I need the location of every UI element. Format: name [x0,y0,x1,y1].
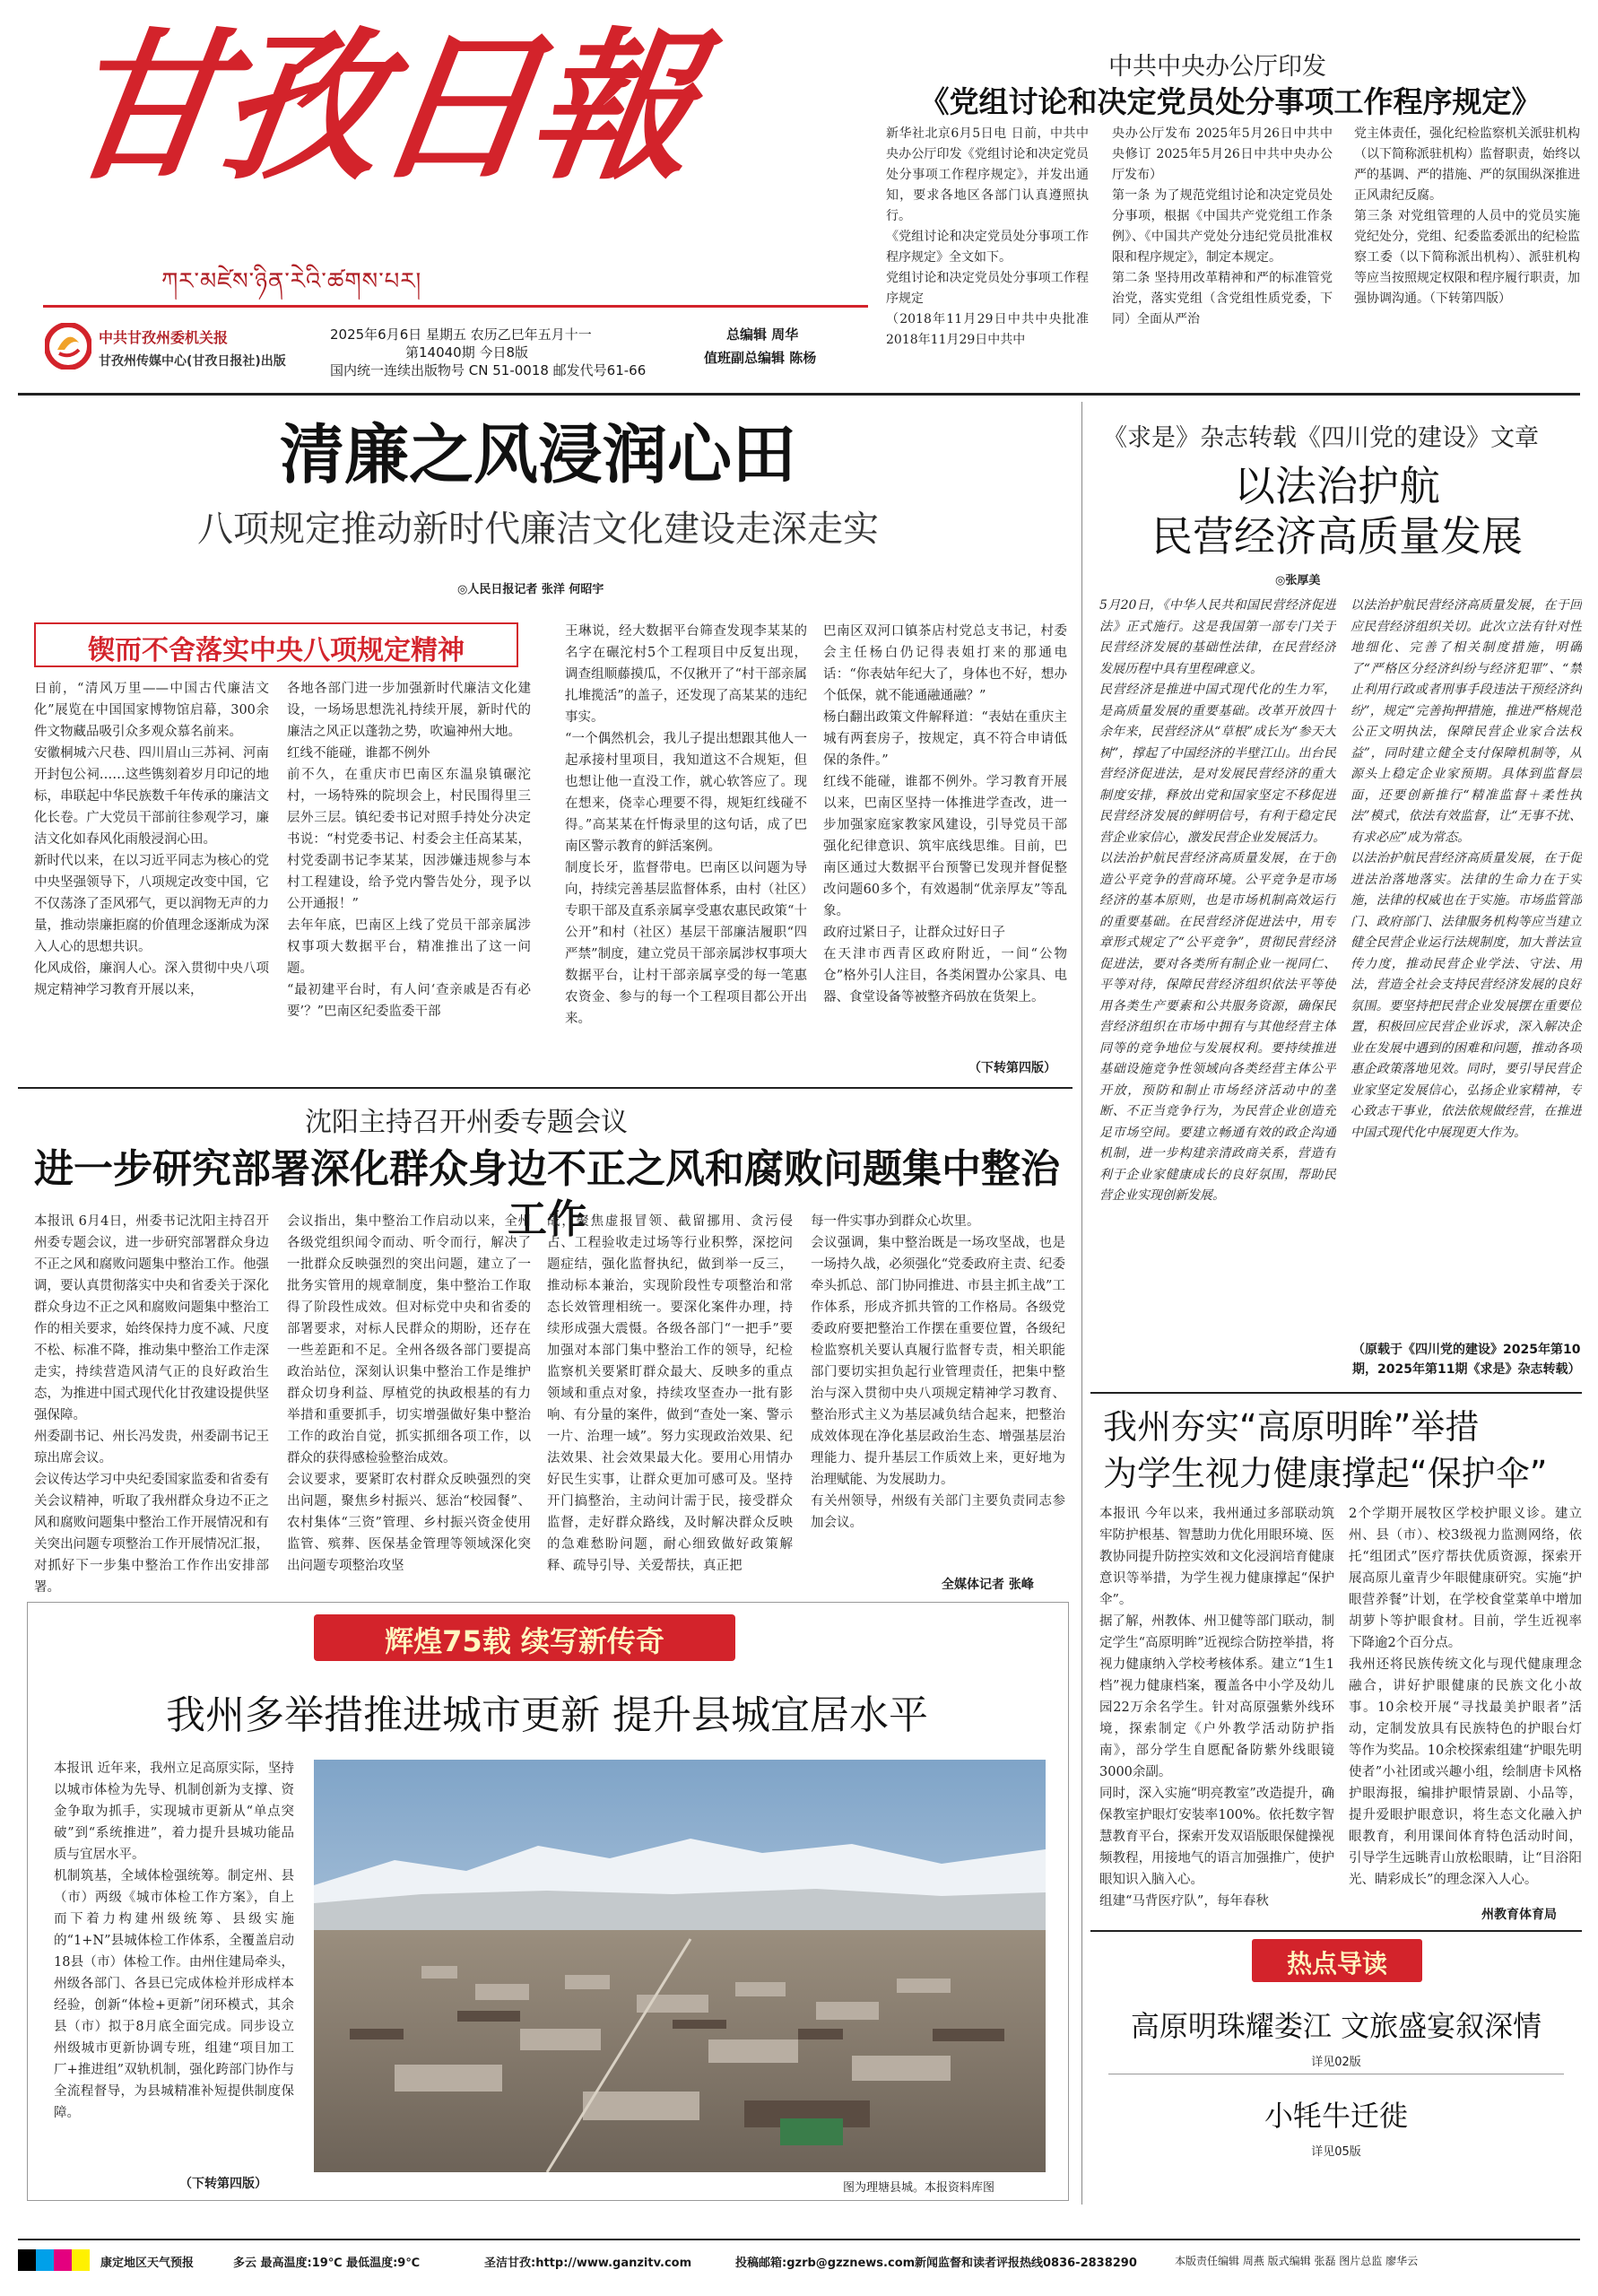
footer-hotline: 新闻监督和读者评报热线0836-2838290 [915,2257,1137,2270]
weather-label: 康定地区天气预报 [100,2257,195,2270]
conference-col4: 每一件实事办到群众心坎里。 会议强调，集中整治既是一场攻坚战，也是一场持久战，必须强化“党委政府主责、纪委牵头抓总、部门协同推进、市县主抓主战”工作体系，形成齐抓共管的工作格局。各级党委政府要把整治工作摆在重要位置，各级纪检监察机关要认真履行监督专责，相关职能部门要切实担负起行业管理责任，把集中整治与深入贯彻中央八项规定精神学习教育、整治形式主义为基层减负结合起来，把整治成效体现在净化基层政治生态、增强基层治理能力、提升基层工作质效上来，更好地为治理赋能、为发展助力。 有关州领导，州级有关部门主要负责同志参加会议。 [811,1214,1065,1530]
right-column-divider [1081,402,1082,2205]
vision-col1: 本报讯 今年以来，我州通过多部联动筑牢防护根基、智慧助力优化用眼环境、医教协同提升防控实效和文化浸润培育健康意识等举措，为学生视力健康撑起“保护伞”。 据了解，州教体、州卫健等部门联动，制定学生“高原明眸”近视综合防控举措，将视力健康纳入学校考核体系。建立“1生1档”视力健康档案，覆盖各中小学及幼儿园22万余名学生。针对高原强紫外线环境，探索制定《户外教学活动防护指南》，部分学生自愿配备防紫外线眼镜3000余副。 同时，深入实施“明亮教室”改造提升，确保教室护眼灯安装率100%。依托数字智慧教育平台，探索开发双语版眼保健操视频教程，用接地气的语言加强推广，使护眼知识入脑入心。 组建“马背医疗队”，每年春秋 [1099,1507,1334,1909]
footer-rule [18,2239,1580,2240]
publisher-logo [45,323,91,370]
tibetan-title: ཀར་མཛེས་ཉིན་རེའི་ཚགས་པར། [161,268,422,295]
footer-site[interactable]: 圣洁甘孜:http://www.ganzitv.com [484,2257,692,2270]
pub-date: 2025年6月6日 星期五 农历乙巳年五月十一 [330,326,592,343]
hot-topics [1090,1939,1582,2205]
vision-author: 州教育体育局 [1481,1908,1557,1922]
anniversary-text: 本报讯 近年来，我州立足高原实际，坚持以城市体检为先导、机制创新为支撑、资金争取为抓手，实现城市更新从“单点突破”到“系统推进”，着力提升县城功能品质与宜居水平。 机制筑基，全域体检强统筹。制定州、县（市）两级《城市体检工作方案》，自上而下着力构建州级统筹、县级实施的“1+N”县城体检工作体系，全覆盖启动18县（市）体检工作。由州住建局牵头，州级各部门、各县已完成体检并形成样本经验，创新“体检+更新”闭环模式，其余县（市）拟于8月底全面完成。同步设立州级城市更新协调专班，组建“项目加工厂+推进组”双轨机制，强化跨部门协作与全流程督导，为县城精准补短提供制度保障。 [54,1761,294,2120]
top-story-title: 《党组讨论和决定党员处分事项工作程序规定》 [919,84,1542,119]
color-bar [18,2249,90,2271]
masthead [18,13,915,413]
newspaper-title: 甘孜日報 [51,13,702,202]
lead-byline: ◎人民日报记者 张洋 何昭宇 [457,583,604,596]
right-divider-2 [1090,1930,1582,1932]
conference-title: 进一步研究部署深化群众身边不正之风和腐败问题集中整治工作 [34,1146,1060,1242]
cn-number: 国内统一连续出版物号 CN 51-0018 邮发代号61-66 [330,362,647,378]
right-divider-1 [1090,1392,1582,1394]
footer [18,2246,1580,2278]
lead-subtitle: 八项规定推动新时代廉洁文化建设走深走实 [197,509,879,550]
right-article-kicker: 《求是》杂志转载《四川党的建设》文章 [1103,424,1539,452]
right-article-title1: 以法治护航 [1234,462,1440,510]
right-article-source: （原载于《四川党的建设》2025年第10期，2025年第11期《求是》杂志转载） [1352,1343,1581,1377]
right-article-col2: 以法治护航民营经济高质量发展，在于回应民营经济组织关切。此次立法有针对性地细化、完善了相关制度措施，明确了“严格区分经济纠纷与经济犯罪”、“禁止利用行政或者刑事手段违法干预经济纠纷”，规定“完善拘押措施，推进严格规范公正文明执法，保障民营企业家合法权益”，同时建立健全支付保障机制等，从源头上稳定企业家预期。具体到监督层面，还要创新推行“精准监督＋柔性执法”模式，依法有效监督，让“无事不扰、有求必应”成为常态。 以法治护航民营经济高质量发展，在于促进法治落地落实。法律的生命力在于实施，法律的权威也在于实施。市场监管部门、政府部门、法律服务机构等应当建立健全民营企业运行法规制度，加大普法宣传力度，推动民营企业学法、守法、用法，营造全社会支持民营经济发展的良好氛围。要坚持把民营企业发展摆在重要位置，积极回应民营企业诉求，深入解决企业在发展中遇到的困难和问题，推动各项惠企政策落地见效。同时，要引导民营企业家坚定发展信心，弘扬企业家精神，专心致志干事业，依法依规做经营，在推进中国式现代化中展现更大作为。 [1350,598,1582,1140]
footer-staff: 本版责任编辑 周燕 版式编辑 张磊 图片总监 廖华云 [1175,2255,1419,2267]
lead-continued: （下转第四版） [968,1061,1056,1075]
conference-kicker: 沈阳主持召开州委专题会议 [305,1107,628,1138]
footer-email[interactable]: 投稿邮箱:gzrb@gzznews.com [735,2257,916,2270]
hot-tag-box [1252,1939,1422,1982]
lead-banner-text: 锲而不舍落实中央八项规定精神 [88,635,465,666]
vision-title2: 为学生视力健康撑起“保护伞” [1103,1454,1548,1493]
vision-col2: 2个学期开展牧区学校护眼义诊。建立州、县（市）、校3级视力监测网络，依托“组团式”医疗帮扶优质资源，探索开展高原儿童青少年眼健康研究。实施“护眼营养餐”计划，在学校食堂菜单中增加胡萝卜等护眼食材。目前，学生近视率下降逾2个百分点。 我州还将民族传统文化与现代健康理念融合，讲好护眼健康的民族文化小故事。10余校开展“寻找最美护眼者”活动，定制发放具有民族特色的护眼台灯等作为奖品。10余校探索组建“护眼先明使者”小社团或兴趣小组，绘制唐卡风格护眼海报，编排护眼情景剧、小品等，提升爱眼护眼意识，将生态文化融入护眼教育，利用课间体育特色活动时间，引导学生远眺青山放松眼睛，让“目浴阳光、睛彩成长”的理念深入人心。 [1349,1507,1582,1887]
weather-forecast: 多云 最高温度:19℃ 最低温度:9℃ [233,2257,421,2270]
top-story-col2: 央办公厅发布 2025年5月26日中共中央修订 2025年5月26日中共中央办公厅发布） 第一条 为了规范党组讨论和决定党员处分事项，根据《中国共产党党组工作条例》、《中国共产党处分违纪党员批准权限和程序规定》，制定本规定。 第二条 坚持用改革精神和严的标准管党治党，落实党组（含党组性质党委，下同）全面从严治 [1112,126,1333,326]
photo-caption: 图为理塘县城。本报资料库图 [843,2181,995,2195]
duty-editor: 值班副总编辑 陈杨 [704,350,817,366]
lead-banner [34,622,518,667]
conference-col2: 会议指出，集中整治工作启动以来，全州各级党组织闻令而动、听令而行，解决了一批群众反映强烈的突出问题，建立了一批务实管用的规章制度，集中整治工作取得了阶段性成效。但对标党中央和省委的部署要求，对标人民群众的期盼，还存在一些差距和不足。全州各级各部门要提高政治站位，深刻认识集中整治工作是维护群众切身利益、厚植党的执政根基的有力举措和重要抓手，切实增强做好集中整治工作的政治自觉，抓实抓细各项工作，以群众的获得感检验整治成效。 会议要求，要紧盯农村群众反映强烈的突出问题，聚焦乡村振兴、惩治“校园餐”、农村集体“三资”管理、乡村振兴资金使用监管、殡葬、医保基金管理等领域深化突出问题专项整治攻坚 [287,1214,531,1573]
party-org: 中共甘孜州委机关报 [99,329,229,346]
top-story-col1: 新华社北京6月5日电 日前，中共中央办公厅印发《党组讨论和决定党员处分事项工作程序规定》，并发出通知，要求各地区各部门认真遵照执行。 《党组讨论和决定党员处分事项工作程序规定》全文如下。 党组讨论和决定党员处分事项工作程序规定 （2018年11月29日中共中央批准 2018年11月29日中共中 [886,126,1089,347]
masthead-rule [43,305,868,308]
conference-col3: 战，聚焦虚报冒领、截留挪用、贪污侵占、工程验收走过场等行业积弊，深挖问题症结，强化监督执纪，做到举一反三，推动标本兼治，实现阶段性专项整治和常态长效管理相统一。要深化案件办理，持续形成强大震慑。各级各部门“一把手”要加强对本部门集中整治工作的领导，纪检监察机关要紧盯群众最大、反映多的重点领域和重点对象，持续攻坚查办一批有影响、有分量的案件，做到“查处一案、警示一片、治理一域”。努力实现政治效果、纪法效果、社会效果最大化。要用心用情办好民生实事，让群众更加可感可及。坚持开门搞整治，主动问计需于民，接受群众监督，走好群众路线，及时解决群众反映的急难愁盼问题，耐心细致做好政策解释、疏导引导、关爱帮扶，真正把 [547,1214,793,1573]
conference-author: 全媒体记者 张峰 [942,1578,1034,1592]
lead-col2: 各地各部门进一步加强新时代廉洁文化建设，一场场思想洗礼持续开展，新时代的廉洁之风正以蓬勃之势，吹遍神州大地。 红线不能碰，谁都不例外 前不久，在重庆市巴南区东温泉镇碾沱村，一场特殊的院坝会上，村民围得里三层外三层。镇纪委书记对照手持处分决定书说：“村党委书记、村委会主任高某某，村党委副书记李某某，因涉嫌违规参与本村工程建设，给予党内警告处分，现予以公开通报！” 去年年底，巴南区上线了党员干部亲属涉权事项大数据平台，精准推出了这一问题。 “最初建平台时，有人问‘查亲戚是否有必要’？”巴南区纪委监委干部 [287,682,531,1019]
lead-divider [18,1087,1073,1089]
lead-col1: 日前，“清风万里——中国古代廉洁文化”展览在中国国家博物馆启幕，300余件文物藏品吸引众多观众慕名前来。 安徽桐城六尺巷、四川眉山三苏祠、河南开封包公祠……这些镌刻着岁月印记的地标，串联起中华民族数千年传承的廉洁文化长卷。广大党员干部前往参观学习，廉洁文化如春风化雨般浸润心田。 新时代以来，在以习近平同志为核心的党中央坚强领导下，八项规定改变中国，它不仅荡涤了歪风邪气，更以润物无声的力量，推动崇廉拒腐的价值理念逐渐成为深入人心的思想共识。 化风成俗，廉润人心。深入贯彻中央八项规定精神学习教育开展以来， [34,682,269,997]
top-story-kicker: 中共中央办公厅印发 [1108,53,1326,81]
right-article-col1: 5月20日，《中华人民共和国民营经济促进法》正式施行。这是我国第一部专门关于民营经济发展的基础性法律，在民营经济发展历程中具有里程碑意义。 民营经济是推进中国式现代化的生力军，是高质量发展的重要基础。改革开放四十余年来，民营经济从“草根”成长为“参天大树”，撑起了中国经济的半壁江山。出台民营经济促进法，是对发展民营经济的重大制度安排，释放出党和国家坚定不移促进民营经济发展的鲜明信号，有利于稳定民营企业家信心，激发民营企业发展活力。 以法治护航民营经济高质量发展，在于创造公平竞争的营商环境。公平竞争是市场经济的基本原则，也是市场机制高效运行的重要基础。在民营经济促进法中，用专章形式规定了“公平竞争”，贯彻民营经济促进法，要对各类所有制企业一视同仁、平等对待，保障民营经济组织依法平等使用各类生产要素和公共服务资源，确保民营经济组织在市场中拥有与其他经营主体同等的竞争地位与发展权利。要持续推进基础设施竞争性领域向各类经营主体公平开放，预防和制止市场经济活动中的垄断、不正当竞争行为，为民营企业创造充足市场空间。要建立畅通有效的政企沟通机制，进一步构建亲清政商关系，营造有利于企业家健康成长的良好氛围，帮助民营企业实现创新发展。 [1099,598,1336,1203]
hot-see-2[interactable]: 详见05版 [1311,2145,1361,2159]
right-article-byline: ◎张厚美 [1275,574,1321,587]
lead-col3: 王琳说，经大数据平台筛查发现李某某的名字在碾沱村5个工程项目中反复出现，调查组顺藤摸瓜，不仅揪开了“村干部亲属扎堆揽活”的盖子，还发现了高某某的违纪事实。 “一个偶然机会，我儿子提出想跟其他人一起承接村里项目，我知道这不合规矩，但也想让他一直没工作，就心软答应了。现在想来，侥幸心理要不得，规矩红线碰不得。”高某某在忏悔录里的这句话，成了巴南区警示教育的鲜活案例。 制度长牙，监督带电。巴南区以问题为导向，持续完善基层监督体系，由村（社区）专职干部及直系亲属享受惠农惠民政策“十公开”和村（社区）基层干部廉洁履职“四严禁”制度，建立党员干部亲属涉权事项大数据平台，让村干部亲属享受的每一笔惠农资金、参与的每一个工程项目都公开出来。 [565,624,807,1026]
city-photo [314,1760,1046,2172]
right-article-title2: 民营经济高质量发展 [1151,512,1523,561]
publisher-name: 甘孜州传媒中心(甘孜日报社)出版 [99,354,286,369]
lead-title: 清廉之风浸润心田 [279,417,796,492]
anniversary-continued: （下转第四版） [179,2177,267,2191]
hot-tag: 热点导读 [1286,1949,1387,1979]
vision-title1: 我州夯实“高原明眸”举措 [1103,1407,1480,1447]
lead-col4: 巴南区双河口镇茶店村党总支书记，村委会主任杨白仍记得表姐打来的那通电话：“你表姑年纪大了，身体也不好，想办个低保，就不能通融通融？” 杨白翻出政策文件解释道：“表姑在重庆主城有两套房子，按规定，真不符合申请低保的条件。” 红线不能碰，谁都不例外。学习教育开展以来，巴南区坚持一体推进学查改，进一步加强家庭家教家风建设，引导党员干部强化纪律意识、筑牢底线思维。目前，巴南区通过大数据平台预警已发现并督促整改问题60多个，有效遏制“优亲厚友”等乱象。 政府过紧日子，让群众过好日子 在天津市西青区政府附近，一间“公物仓”格外引人注目，各类闲置办公家具、电器、食堂设备等被整齐码放在货架上。 [823,624,1067,1004]
anniversary-title: 我州多举措推进城市更新 提升县城宜居水平 [166,1692,928,1738]
hot-see-1[interactable]: 详见02版 [1311,2056,1361,2069]
chief-editor: 总编辑 周华 [726,326,799,343]
issue-number: 第14040期 今日8版 [405,344,529,361]
hot-item-2[interactable]: 小牦牛迁徙 [1264,2099,1408,2133]
anniversary-banner [314,1614,735,1661]
masthead-bottom-rule [18,393,1580,396]
anniversary-banner-text: 辉煌75载 续写新传奇 [385,1624,664,1658]
conference-col1: 本报讯 6月4日，州委书记沈阳主持召开州委专题会议，进一步研究部署群众身边不正之风和腐败问题集中整治工作。他强调，要认真贯彻落实中央和省委关于深化群众身边不正之风和腐败问题集中整治工作的相关要求，始终保持力度不减、尺度不松、标准不降，推动集中整治工作走深走实，持续营造风清气正的良好政治生态，为推进中国式现代化甘孜建设提供坚强保障。 州委副书记、州长冯发贵，州委副书记王琼出席会议。 会议传达学习中央纪委国家监委和省委有关会议精神，听取了我州群众身边不正之风和腐败问题集中整治工作开展情况和有关突出问题专项整治工作开展情况汇报，对抓好下一步集中整治工作作出安排部署。 [34,1214,269,1595]
top-story-col3: 党主体责任，强化纪检监察机关派驻机构（以下简称派驻机构）监督职责，始终以严的基调、严的措施、严的氛围纵深推进正风肃纪反腐。 第三条 对党组管理的人员中的党员实施党纪处分，党组、纪委监委派出的纪检监察工委（以下简称派出机构）、派驻机构等应当按照规定权限和程序履行职责，加强协调沟通。（下转第四版） [1354,126,1580,306]
hot-item-1[interactable]: 高原明珠耀娄江 文旅盛宴叙深情 [1130,2009,1542,2043]
